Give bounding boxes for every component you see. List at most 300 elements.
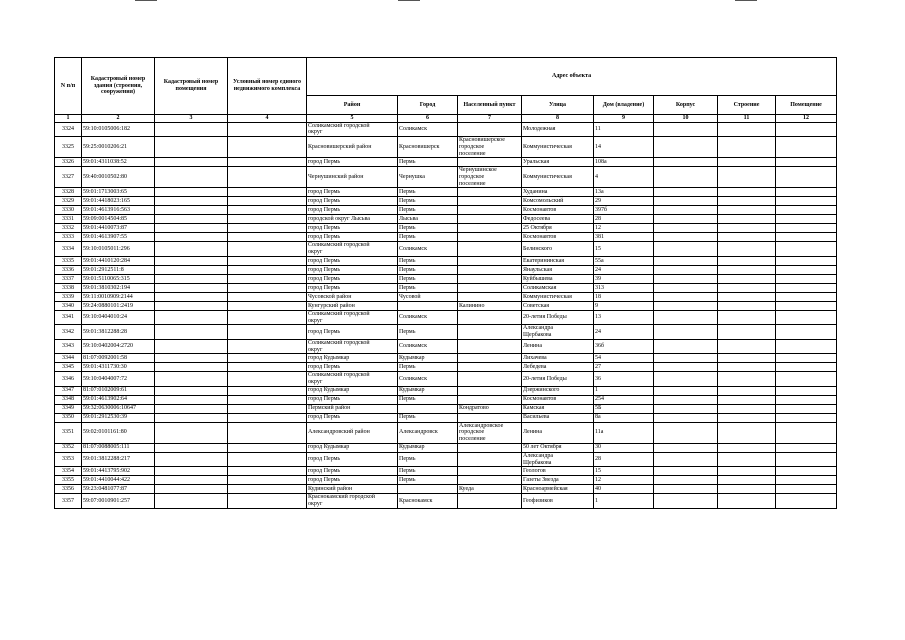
premise-cell: [776, 372, 837, 386]
building-cell: [718, 283, 776, 292]
house-cell: 39: [594, 274, 654, 283]
house-cell: 15: [594, 242, 654, 256]
room-cadastral-number: [155, 372, 228, 386]
premise-cell: [776, 422, 837, 443]
room-cadastral-number: [155, 122, 228, 136]
column-number: 1: [55, 115, 82, 123]
conditional-number: [228, 452, 307, 466]
street-cell: 50 лет Октября: [522, 443, 594, 452]
row-number: 3344: [55, 354, 82, 363]
settlement-cell: Красновишерское городское поселение: [458, 137, 522, 158]
conditional-number: [228, 265, 307, 274]
korpus-cell: [654, 301, 718, 310]
premise-cell: [776, 137, 837, 158]
header-premise: Помещение: [776, 96, 837, 115]
row-number: 3328: [55, 188, 82, 197]
cadastral-number: 59:07:0010901:257: [82, 494, 155, 508]
house-cell: 8а: [594, 413, 654, 422]
city-cell: Пермь: [398, 206, 458, 215]
cadastral-number: 59:10:0105011:296: [82, 242, 155, 256]
district-cell: город Пермь: [307, 197, 398, 206]
cadastral-number: 59:01:4413795:902: [82, 467, 155, 476]
settlement-cell: Кондратово: [458, 404, 522, 413]
city-cell: Александровск: [398, 422, 458, 443]
settlement-cell: [458, 325, 522, 339]
district-cell: Краснокамский городской округ: [307, 494, 398, 508]
table-row: [55, 372, 837, 386]
settlement-cell: [458, 363, 522, 372]
house-cell: 36: [594, 372, 654, 386]
building-cell: [718, 422, 776, 443]
district-cell: Александровский район: [307, 422, 398, 443]
house-cell: 24: [594, 325, 654, 339]
cadastral-number: 59:24:0880101:2419: [82, 301, 155, 310]
conditional-number: [228, 310, 307, 324]
table-body: [55, 122, 837, 508]
district-cell: Соликамский городской округ: [307, 372, 398, 386]
cadastral-number: 59:01:4613907:55: [82, 233, 155, 242]
city-cell: Лысьва: [398, 215, 458, 224]
cadastral-number: 59:01:4410044:422: [82, 476, 155, 485]
premise-cell: [776, 233, 837, 242]
conditional-number: [228, 386, 307, 395]
table-row: [55, 215, 837, 224]
city-cell: Пермь: [398, 476, 458, 485]
premise-cell: [776, 274, 837, 283]
korpus-cell: [654, 197, 718, 206]
premise-cell: [776, 206, 837, 215]
district-cell: Соликамский городской округ: [307, 242, 398, 256]
district-cell: город Пермь: [307, 256, 398, 265]
table-row: [55, 158, 837, 167]
settlement-cell: [458, 158, 522, 167]
room-cadastral-number: [155, 363, 228, 372]
room-cadastral-number: [155, 476, 228, 485]
header-address-group: Адрес объекта: [307, 58, 837, 96]
column-number: 10: [654, 115, 718, 123]
city-cell: Чусовой: [398, 292, 458, 301]
building-cell: [718, 467, 776, 476]
city-cell: Пермь: [398, 188, 458, 197]
conditional-number: [228, 372, 307, 386]
house-cell: 397б: [594, 206, 654, 215]
district-cell: город Пермь: [307, 467, 398, 476]
cadastral-number: 59:01:5110065:315: [82, 274, 155, 283]
cadastral-number: 59:01:4410073:87: [82, 224, 155, 233]
city-cell: Пермь: [398, 274, 458, 283]
cadastral-number: 81:07:0102009:61: [82, 386, 155, 395]
building-cell: [718, 122, 776, 136]
premise-cell: [776, 224, 837, 233]
cadastral-number: 59:01:4418023:165: [82, 197, 155, 206]
cadastral-number: 59:11:0010909:2144: [82, 292, 155, 301]
city-cell: Пермь: [398, 265, 458, 274]
row-number: 3346: [55, 372, 82, 386]
premise-cell: [776, 310, 837, 324]
premise-cell: [776, 339, 837, 353]
city-cell: Соликамск: [398, 339, 458, 353]
street-cell: Белинского: [522, 242, 594, 256]
street-cell: 20-летия Победы: [522, 310, 594, 324]
settlement-cell: [458, 233, 522, 242]
city-cell: Пермь: [398, 256, 458, 265]
cadastral-number: 59:09:0014504:85: [82, 215, 155, 224]
row-number: 3342: [55, 325, 82, 339]
conditional-number: [228, 363, 307, 372]
house-cell: 28: [594, 215, 654, 224]
street-cell: 25 Октября: [522, 224, 594, 233]
city-cell: Пермь: [398, 467, 458, 476]
korpus-cell: [654, 310, 718, 324]
table-row: [55, 188, 837, 197]
header-cadastral-room: Кадастровый номер помещения: [155, 58, 228, 115]
conditional-number: [228, 301, 307, 310]
cadastral-number: 59:01:3812288:217: [82, 452, 155, 466]
house-cell: 54: [594, 354, 654, 363]
city-cell: Соликамск: [398, 242, 458, 256]
settlement-cell: [458, 188, 522, 197]
premise-cell: [776, 386, 837, 395]
district-cell: Чусовской район: [307, 292, 398, 301]
room-cadastral-number: [155, 215, 228, 224]
district-cell: город Пермь: [307, 452, 398, 466]
table-row: [55, 233, 837, 242]
street-cell: Янаульская: [522, 265, 594, 274]
korpus-cell: [654, 224, 718, 233]
room-cadastral-number: [155, 339, 228, 353]
table-row: [55, 494, 837, 508]
conditional-number: [228, 354, 307, 363]
street-cell: Газеты Звезда: [522, 476, 594, 485]
street-cell: Коммунистическая: [522, 292, 594, 301]
house-cell: 15: [594, 467, 654, 476]
room-cadastral-number: [155, 310, 228, 324]
row-number: 3329: [55, 197, 82, 206]
district-cell: город Пермь: [307, 265, 398, 274]
room-cadastral-number: [155, 283, 228, 292]
premise-cell: [776, 197, 837, 206]
table-row: [55, 452, 837, 466]
korpus-cell: [654, 363, 718, 372]
city-cell: Красновишерск: [398, 137, 458, 158]
city-cell: Пермь: [398, 325, 458, 339]
table-row: [55, 265, 837, 274]
row-number: 3348: [55, 395, 82, 404]
street-cell: Молодежная: [522, 122, 594, 136]
row-number: 3331: [55, 215, 82, 224]
settlement-cell: Калинино: [458, 301, 522, 310]
district-cell: город Пермь: [307, 206, 398, 215]
table-row: [55, 386, 837, 395]
conditional-number: [228, 233, 307, 242]
room-cadastral-number: [155, 242, 228, 256]
conditional-number: [228, 395, 307, 404]
table-row: [55, 339, 837, 353]
city-cell: Пермь: [398, 224, 458, 233]
city-cell: Соликамск: [398, 122, 458, 136]
cadastral-number: 59:01:4311730:30: [82, 363, 155, 372]
house-cell: 28: [594, 452, 654, 466]
house-cell: 12: [594, 224, 654, 233]
city-cell: Пермь: [398, 283, 458, 292]
house-cell: 18: [594, 292, 654, 301]
table-row: [55, 122, 837, 136]
table-row: [55, 467, 837, 476]
city-cell: Пермь: [398, 158, 458, 167]
conditional-number: [228, 325, 307, 339]
building-cell: [718, 395, 776, 404]
district-cell: Чернушинский район: [307, 167, 398, 188]
scan-edge-mark: [135, 0, 157, 1]
korpus-cell: [654, 233, 718, 242]
street-cell: Коммунистическая: [522, 167, 594, 188]
room-cadastral-number: [155, 395, 228, 404]
room-cadastral-number: [155, 443, 228, 452]
conditional-number: [228, 215, 307, 224]
city-cell: Пермь: [398, 197, 458, 206]
premise-cell: [776, 158, 837, 167]
room-cadastral-number: [155, 224, 228, 233]
korpus-cell: [654, 122, 718, 136]
district-cell: Кудинский район: [307, 485, 398, 494]
cadastral-number: 59:10:0105006:182: [82, 122, 155, 136]
object-register-table: [54, 57, 837, 509]
city-cell: [398, 404, 458, 413]
korpus-cell: [654, 339, 718, 353]
district-cell: город Пермь: [307, 413, 398, 422]
row-number: 3341: [55, 310, 82, 324]
conditional-number: [228, 137, 307, 158]
district-cell: город Пермь: [307, 158, 398, 167]
premise-cell: [776, 167, 837, 188]
conditional-number: [228, 485, 307, 494]
premise-cell: [776, 215, 837, 224]
table-row: [55, 325, 837, 339]
table-row: [55, 256, 837, 265]
conditional-number: [228, 256, 307, 265]
row-number: 3330: [55, 206, 82, 215]
row-number: 3345: [55, 363, 82, 372]
street-cell: Лихачева: [522, 354, 594, 363]
settlement-cell: [458, 274, 522, 283]
building-cell: [718, 274, 776, 283]
settlement-cell: [458, 467, 522, 476]
building-cell: [718, 215, 776, 224]
korpus-cell: [654, 395, 718, 404]
cadastral-number: 59:32:0630006:10647: [82, 404, 155, 413]
premise-cell: [776, 256, 837, 265]
street-cell: 20-летия Победы: [522, 372, 594, 386]
premise-cell: [776, 283, 837, 292]
column-number: 4: [228, 115, 307, 123]
premise-cell: [776, 395, 837, 404]
street-cell: Комсомольский: [522, 197, 594, 206]
district-cell: город Кудымкар: [307, 443, 398, 452]
house-cell: 55а: [594, 256, 654, 265]
district-cell: город Кудымкар: [307, 354, 398, 363]
city-cell: [398, 301, 458, 310]
premise-cell: [776, 404, 837, 413]
district-cell: город Кудымкар: [307, 386, 398, 395]
table-row: [55, 363, 837, 372]
district-cell: город Пермь: [307, 283, 398, 292]
conditional-number: [228, 422, 307, 443]
building-cell: [718, 292, 776, 301]
row-number: 3355: [55, 476, 82, 485]
settlement-cell: [458, 443, 522, 452]
building-cell: [718, 310, 776, 324]
row-number: 3347: [55, 386, 82, 395]
room-cadastral-number: [155, 256, 228, 265]
row-number: 3338: [55, 283, 82, 292]
room-cadastral-number: [155, 167, 228, 188]
cadastral-number: 59:01:4311038:52: [82, 158, 155, 167]
house-cell: 313: [594, 283, 654, 292]
house-cell: 11: [594, 122, 654, 136]
header-korpus: Корпус: [654, 96, 718, 115]
korpus-cell: [654, 467, 718, 476]
conditional-number: [228, 413, 307, 422]
district-cell: Соликамский городской округ: [307, 339, 398, 353]
street-cell: Коммунистическая: [522, 137, 594, 158]
settlement-cell: [458, 197, 522, 206]
korpus-cell: [654, 215, 718, 224]
conditional-number: [228, 476, 307, 485]
house-cell: 4: [594, 167, 654, 188]
scan-edge-mark: [735, 0, 757, 1]
cadastral-number: 59:10:0404007:72: [82, 372, 155, 386]
district-cell: Красновишерский район: [307, 137, 398, 158]
row-number: 3339: [55, 292, 82, 301]
city-cell: Кудымкар: [398, 354, 458, 363]
house-cell: 24: [594, 265, 654, 274]
settlement-cell: [458, 310, 522, 324]
korpus-cell: [654, 372, 718, 386]
premise-cell: [776, 476, 837, 485]
korpus-cell: [654, 158, 718, 167]
table-row: [55, 197, 837, 206]
city-cell: Кудымкар: [398, 443, 458, 452]
street-cell: Соликамская: [522, 283, 594, 292]
conditional-number: [228, 242, 307, 256]
room-cadastral-number: [155, 386, 228, 395]
building-cell: [718, 413, 776, 422]
district-cell: город Пермь: [307, 274, 398, 283]
premise-cell: [776, 494, 837, 508]
city-cell: Кудымкар: [398, 386, 458, 395]
settlement-cell: [458, 206, 522, 215]
street-cell: Дзержинского: [522, 386, 594, 395]
korpus-cell: [654, 242, 718, 256]
building-cell: [718, 206, 776, 215]
room-cadastral-number: [155, 188, 228, 197]
settlement-cell: [458, 265, 522, 274]
row-number: 3353: [55, 452, 82, 466]
room-cadastral-number: [155, 158, 228, 167]
row-number: 3325: [55, 137, 82, 158]
korpus-cell: [654, 274, 718, 283]
conditional-number: [228, 404, 307, 413]
building-cell: [718, 404, 776, 413]
building-cell: [718, 354, 776, 363]
row-number: 3327: [55, 167, 82, 188]
korpus-cell: [654, 422, 718, 443]
building-cell: [718, 372, 776, 386]
cadastral-number: 59:25:0010206:21: [82, 137, 155, 158]
header-conditional-number: Условный номер единого недвижимого комплекса: [228, 58, 307, 115]
conditional-number: [228, 188, 307, 197]
korpus-cell: [654, 292, 718, 301]
korpus-cell: [654, 283, 718, 292]
conditional-number: [228, 197, 307, 206]
premise-cell: [776, 443, 837, 452]
street-cell: Александра Щербакова: [522, 325, 594, 339]
district-cell: город Пермь: [307, 325, 398, 339]
house-cell: 30: [594, 443, 654, 452]
house-cell: 40: [594, 485, 654, 494]
settlement-cell: [458, 476, 522, 485]
row-number: 3333: [55, 233, 82, 242]
city-cell: Пермь: [398, 452, 458, 466]
street-cell: Екатерининская: [522, 256, 594, 265]
house-cell: 14: [594, 137, 654, 158]
header-settlement: Населенный пункт: [458, 96, 522, 115]
header-cadastral-building: Кадастровый номер здания (строения, сооружения): [82, 58, 155, 115]
premise-cell: [776, 452, 837, 466]
header-num: N п/п: [55, 58, 82, 115]
row-number: 3326: [55, 158, 82, 167]
cadastral-number: 59:02:0101161:80: [82, 422, 155, 443]
house-cell: 29: [594, 197, 654, 206]
row-number: 3335: [55, 256, 82, 265]
room-cadastral-number: [155, 233, 228, 242]
korpus-cell: [654, 206, 718, 215]
korpus-cell: [654, 265, 718, 274]
table-row: [55, 274, 837, 283]
house-cell: 1: [594, 386, 654, 395]
settlement-cell: [458, 452, 522, 466]
settlement-cell: [458, 292, 522, 301]
premise-cell: [776, 413, 837, 422]
house-cell: 12: [594, 476, 654, 485]
settlement-cell: Куеда: [458, 485, 522, 494]
cadastral-number: 59:01:2912511:8: [82, 265, 155, 274]
city-cell: Краснокамск: [398, 494, 458, 508]
house-cell: 1: [594, 494, 654, 508]
house-cell: 5Б: [594, 404, 654, 413]
cadastral-number: 59:40:0010502:80: [82, 167, 155, 188]
settlement-cell: [458, 386, 522, 395]
building-cell: [718, 452, 776, 466]
conditional-number: [228, 224, 307, 233]
district-cell: Кунгурский район: [307, 301, 398, 310]
room-cadastral-number: [155, 467, 228, 476]
korpus-cell: [654, 325, 718, 339]
room-cadastral-number: [155, 452, 228, 466]
settlement-cell: [458, 215, 522, 224]
korpus-cell: [654, 494, 718, 508]
conditional-number: [228, 339, 307, 353]
premise-cell: [776, 301, 837, 310]
settlement-cell: Александровское городское поселение: [458, 422, 522, 443]
row-number: 3349: [55, 404, 82, 413]
table-row: [55, 206, 837, 215]
column-number: 3: [155, 115, 228, 123]
building-cell: [718, 158, 776, 167]
building-cell: [718, 485, 776, 494]
room-cadastral-number: [155, 137, 228, 158]
house-cell: 36б: [594, 339, 654, 353]
